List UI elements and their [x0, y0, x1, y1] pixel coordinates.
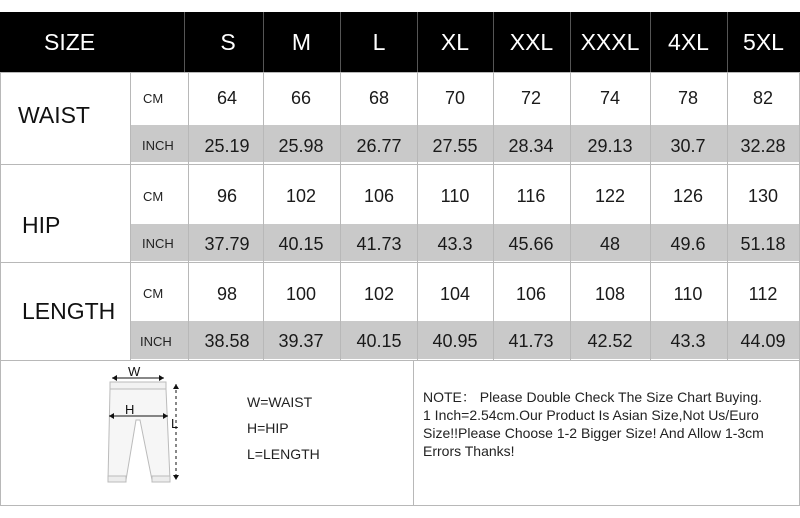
size-m: M — [291, 29, 312, 55]
length-inch-xxxl: 42.52 — [587, 331, 633, 351]
length-cm-m: 100 — [285, 284, 317, 304]
hip-cm-xxxl: 122 — [594, 186, 626, 206]
note-line-4: Errors Thanks! — [423, 443, 515, 459]
size-xl: XL — [440, 29, 470, 55]
size-l: L — [372, 29, 386, 55]
waist-cm-5xl: 82 — [752, 88, 774, 108]
hip-inch-xxxl: 48 — [599, 234, 621, 254]
hip-cm-xl: 110 — [440, 186, 470, 206]
waist-cm-4xl: 78 — [677, 88, 699, 108]
length-cm-unit: CM — [143, 286, 164, 301]
length-cm-5xl: 112 — [748, 284, 778, 304]
waist-cm-s: 64 — [216, 88, 238, 108]
hip-cm-s: 96 — [216, 186, 238, 206]
length-cm-4xl: 110 — [673, 284, 703, 304]
legend-length: L=LENGTH — [247, 446, 320, 462]
note-line-2: 1 Inch=2.54cm.Our Product Is Asian Size,Not Us/Euro — [423, 407, 759, 423]
diagram-w-mark: W — [128, 364, 141, 379]
note-line-1: NOTE： Please Double Check The Size Chart Buying. — [423, 389, 763, 405]
length-cm-xl: 104 — [439, 284, 471, 304]
hip-cm-5xl: 130 — [747, 186, 779, 206]
hip-inch-xl: 43.3 — [437, 234, 473, 254]
length-label: LENGTH — [22, 298, 116, 324]
length-inch-unit: INCH — [140, 334, 172, 349]
hip-inch-unit: INCH — [142, 236, 174, 251]
waist-inch-l: 26.77 — [356, 136, 402, 156]
length-cm-s: 98 — [216, 284, 238, 304]
length-inch-m: 39.37 — [278, 331, 324, 351]
waist-inch-4xl: 30.7 — [670, 136, 706, 156]
diagram-h-mark: H — [125, 402, 135, 417]
length-cm-xxxl: 108 — [594, 284, 626, 304]
size-header-row — [0, 12, 800, 72]
hip-cm-unit: CM — [143, 189, 164, 204]
size-header-label: SIZE — [44, 29, 96, 55]
hip-cm-m: 102 — [285, 186, 317, 206]
length-inch-5xl: 44.09 — [740, 331, 786, 351]
hip-cm-l: 106 — [363, 186, 395, 206]
hip-inch-4xl: 49.6 — [670, 234, 706, 254]
hip-cm-4xl: 126 — [672, 186, 704, 206]
legend-waist: W=WAIST — [247, 394, 313, 410]
length-cm-xxl: 106 — [515, 284, 547, 304]
size-xxl: XXL — [509, 29, 554, 55]
legend-hip: H=HIP — [247, 420, 289, 436]
waist-cm-xxl: 72 — [520, 88, 542, 108]
waist-cm-xxxl: 74 — [599, 88, 621, 108]
waist-inch-5xl: 32.28 — [740, 136, 786, 156]
size-s: S — [220, 29, 236, 55]
waist-inch-s: 25.19 — [204, 136, 250, 156]
length-inch-4xl: 43.3 — [670, 331, 706, 351]
waist-cm-m: 66 — [290, 88, 312, 108]
waist-inch-xl: 27.55 — [432, 136, 478, 156]
waist-inch-unit: INCH — [142, 138, 174, 153]
waist-cm-xl: 70 — [444, 88, 466, 108]
waist-inch-m: 25.98 — [278, 136, 324, 156]
diagram-l-mark: L — [171, 416, 179, 431]
length-cm-l: 102 — [363, 284, 395, 304]
note-line-3: Size!!Please Choose 1-2 Bigger Size! And Allow 1-3cm — [423, 425, 764, 441]
hip-inch-xxl: 45.66 — [508, 234, 554, 254]
hip-cm-xxl: 116 — [516, 186, 546, 206]
size-4xl: 4XL — [668, 29, 709, 55]
note-block — [423, 388, 795, 460]
size-xxxl: XXXL — [580, 29, 640, 55]
length-inch-xxl: 41.73 — [508, 331, 554, 351]
hip-inch-s: 37.79 — [204, 234, 250, 254]
size-5xl: 5XL — [743, 29, 784, 55]
waist-label: WAIST — [18, 102, 90, 128]
waist-cm-unit: CM — [143, 91, 164, 106]
hip-inch-m: 40.15 — [278, 234, 324, 254]
length-inch-l: 40.15 — [356, 331, 402, 351]
length-inch-xl: 40.95 — [432, 331, 478, 351]
waist-inch-xxl: 28.34 — [508, 136, 554, 156]
waist-cm-l: 68 — [368, 88, 390, 108]
hip-inch-5xl: 51.18 — [740, 234, 786, 254]
hip-inch-l: 41.73 — [356, 234, 402, 254]
length-inch-s: 38.58 — [204, 331, 250, 351]
waist-inch-xxxl: 29.13 — [587, 136, 633, 156]
hip-label: HIP — [22, 212, 61, 238]
